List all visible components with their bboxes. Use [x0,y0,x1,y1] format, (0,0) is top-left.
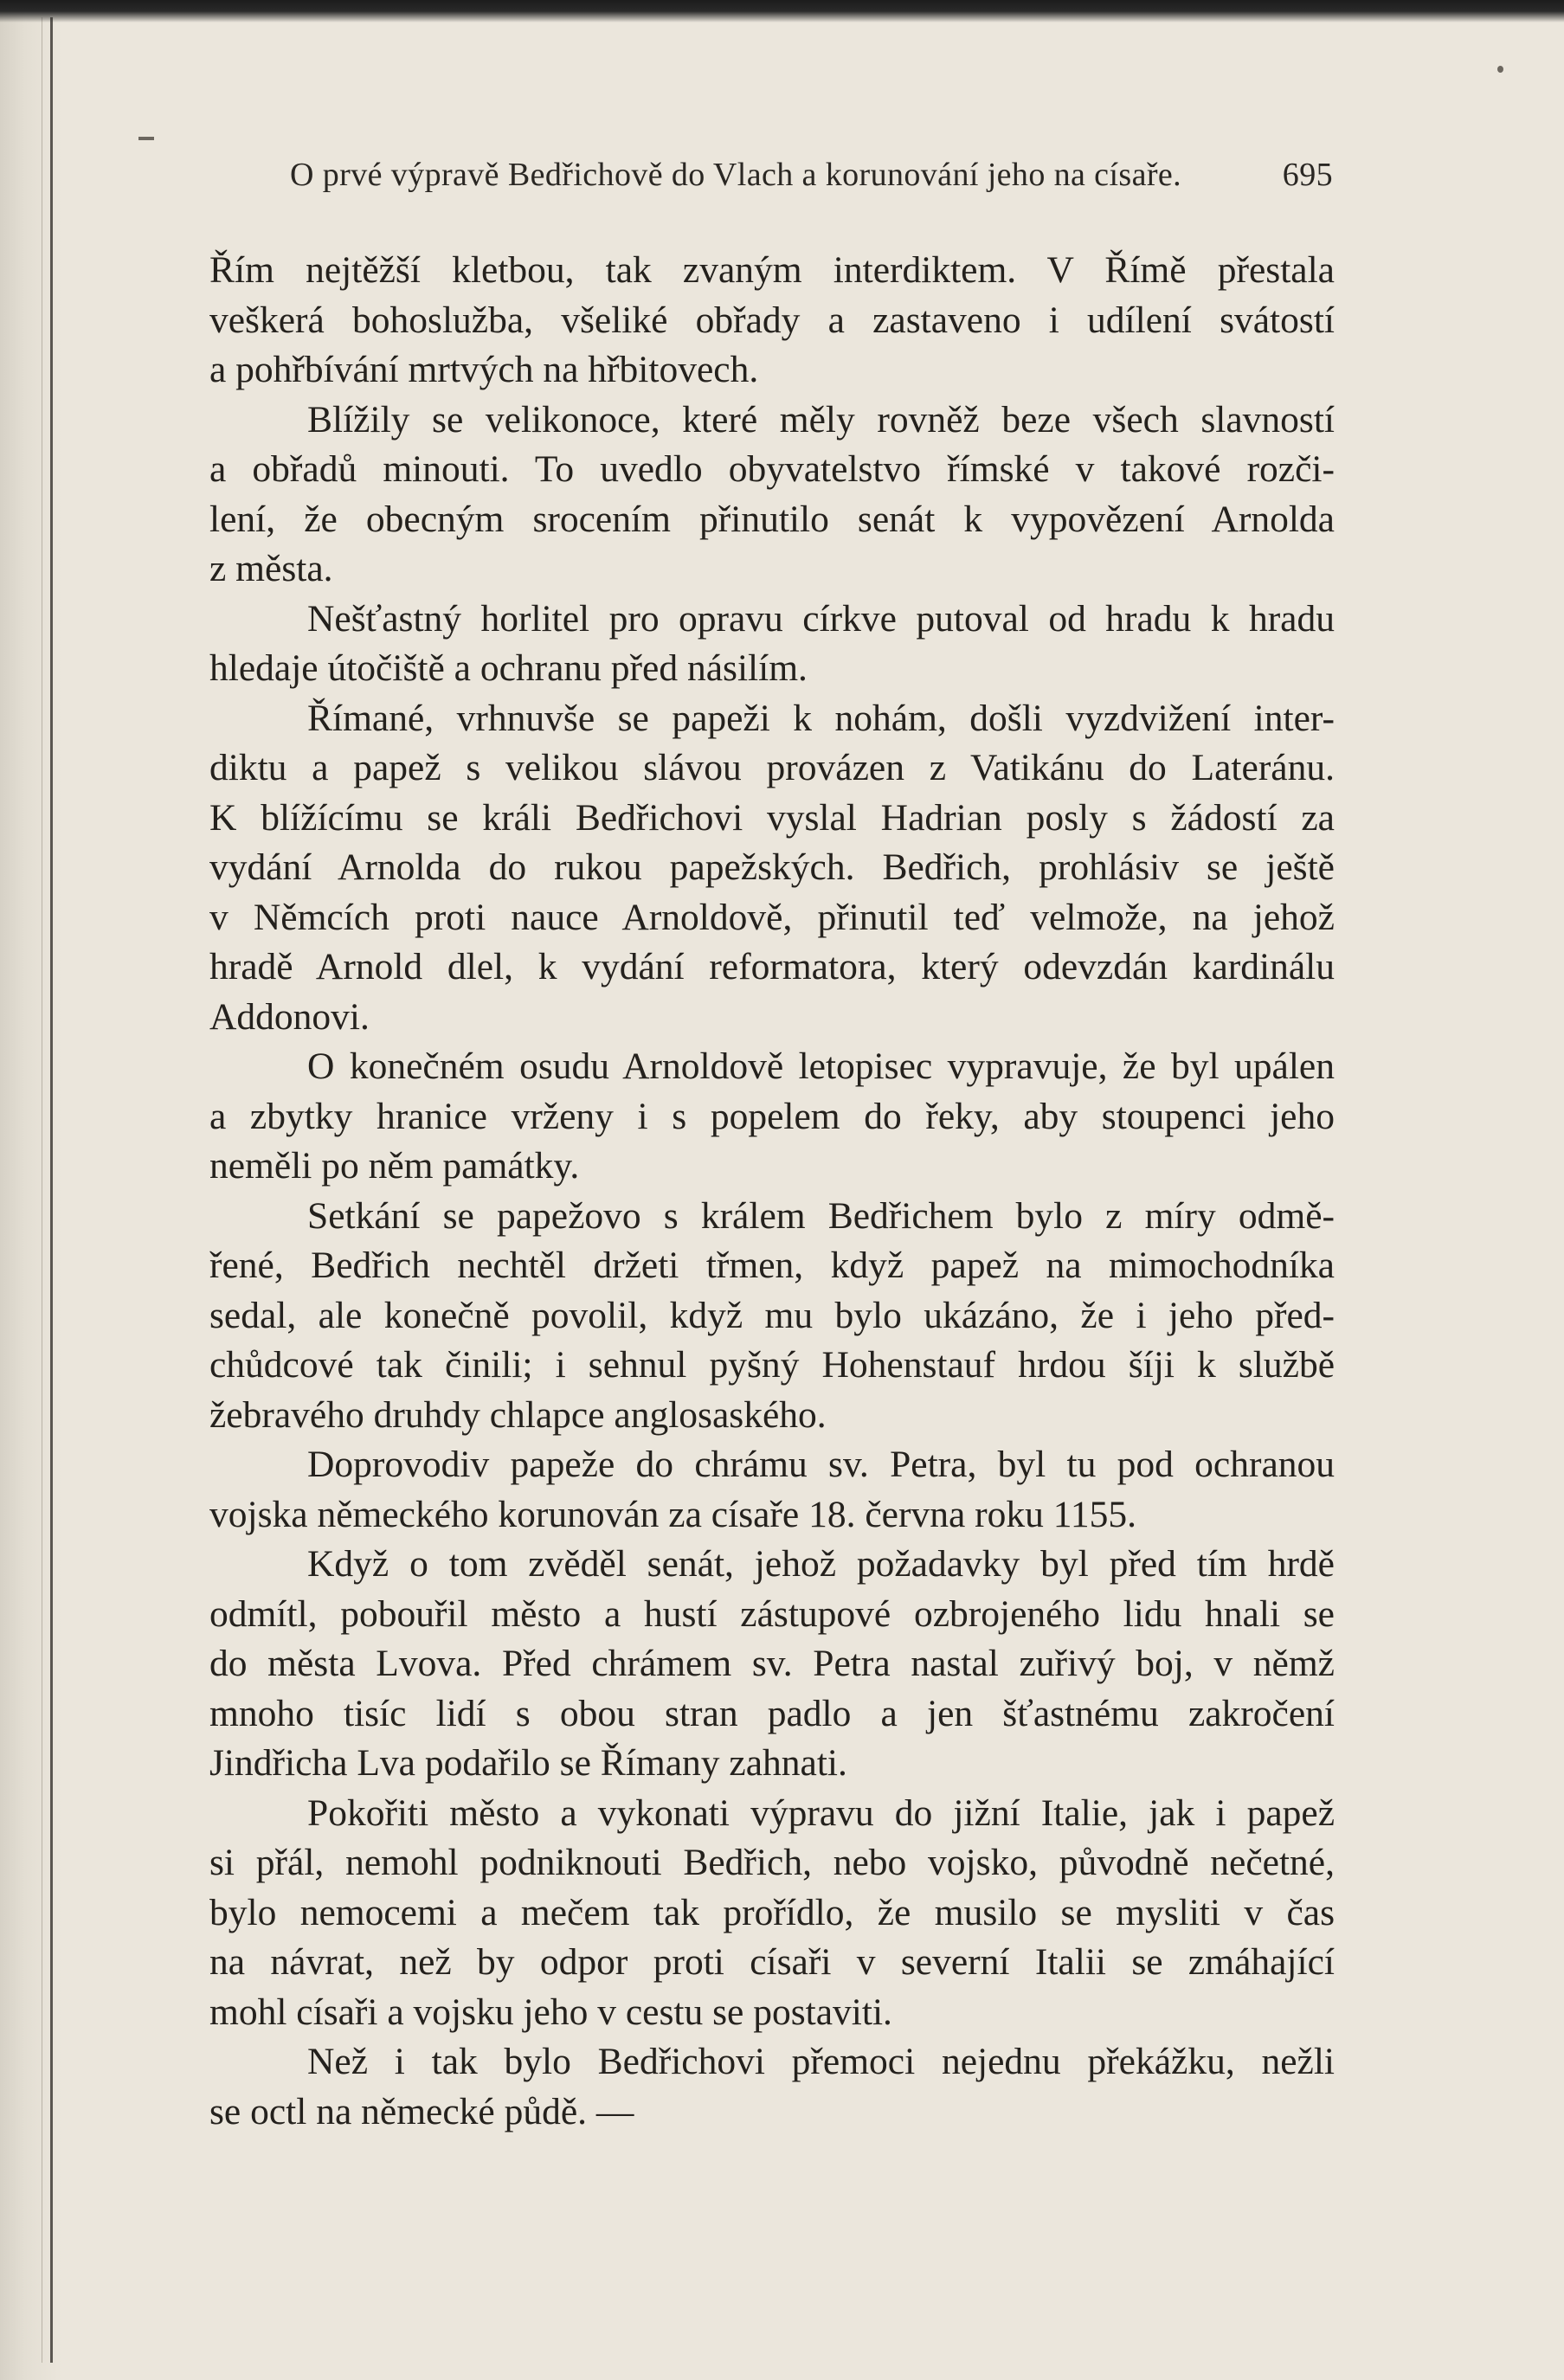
text-line: chůdcové tak činili; i sehnul pyšný Hohenstauf hrdou šíji k službě [209,1344,1335,1386]
running-header [290,156,1333,199]
text-line: Setkání se papežovo s králem Bedřichem bylo z míry odmě- [307,1194,1335,1237]
text-line: neměli po něm památky. [209,1145,580,1187]
paragraph [209,396,1335,595]
text-line: si přál, nemohl podniknouti Bedřich, nebo vojsko, původně nečetné, [209,1842,1335,1883]
text-line: řené, Bedřich nechtěl držeti třmen, když papež na mimochodníka [209,1245,1335,1286]
text-line: sedal, ale konečně povolil, když mu bylo ukázáno, že i jeho před- [209,1294,1335,1336]
scan-top-shadow [0,0,1564,23]
text-line: vojska německého korunován za císaře 18. června roku 1155. [209,1493,1136,1535]
text-line: Jindřicha Lva podařilo se Římany zahnati. [209,1742,847,1784]
text-line: lení, že obecným srocením přinutilo senát k vypovězení Arnolda [209,498,1335,540]
text-line: žebravého druhdy chlapce anglosaského. [209,1393,827,1436]
text-line: Blížily se velikonoce, které měly rovněž beze všech slavností [307,398,1335,441]
paragraph [209,1192,1335,1441]
paragraph [209,595,1335,694]
text-line: vydání Arnolda do rukou papežských. Bedřich, prohlásiv se ještě [209,846,1335,888]
text-line: Když o tom zvěděl senát, jehož požadavky byl před tím hrdě [307,1543,1335,1585]
text-line: z města. [209,548,333,589]
page-number: 695 [1282,157,1333,193]
text-line: veškerá bohoslužba, všeliké obřady a zastaveno i udílení svátostí [209,299,1335,341]
text-line: a obřadů minouti. To uvedlo obyvatelstvo římské v takové rozči- [209,448,1335,490]
text-line: odmítl, pobouřil město a hustí zástupové ozbrojeného lidu hnali se [209,1592,1335,1635]
text-line: Římané, vrhnuvše se papeži k nohám, došli vyzdvižení inter- [307,697,1335,739]
text-line: hledaje útočiště a ochranu před násilím. [209,647,808,689]
text-line: hradě Arnold dlel, k vydání reformatora, který odevzdán kardinálu [209,946,1335,987]
text-line: diktu a papež s velikou slávou provázen z Vatikánu do Lateránu. [209,747,1335,788]
text-line: na návrat, než by odpor proti císaři v severní Italii se zmáhající [209,1941,1335,1983]
margin-mark [138,137,154,140]
text-line: se octl na německé půdě. — [209,2090,634,2132]
text-line: Doprovodiv papeže do chrámu sv. Petra, byl tu pod ochranou [307,1444,1335,1485]
margin-dot [1497,66,1503,73]
text-line: a pohřbívání mrtvých na hřbitovech. [209,349,759,390]
text-line: mohl císaři a vojsku jeho v cestu se postaviti. [209,1991,892,2033]
paragraph [209,1042,1335,1192]
paragraph [209,1540,1335,1789]
paragraph [209,694,1335,1043]
text-line: mnoho tisíc lidí s obou stran padlo a jen šťastnému zakročení [209,1692,1335,1734]
text-line: Nešťastný horlitel pro opravu církve putoval od hradu k hradu [307,597,1335,640]
text-line: bylo nemocemi a mečem tak prořídlo, že musilo se mysliti v čas [209,1891,1335,1933]
text-line: Než i tak bylo Bedřichovi přemoci nejednu překážku, nežli [307,2041,1335,2082]
paragraph [209,1440,1335,1540]
page-gutter [0,0,62,2380]
text-line: Pokořiti město a vykonati výpravu do jižní Italie, jak i papež [307,1791,1335,1834]
gutter-binding-edge [50,17,53,2363]
text-line: a zbytky hranice vrženy i s popelem do řeky, aby stoupenci jeho [209,1095,1335,1137]
paragraph [209,246,1335,396]
text-line: Řím nejtěžší kletbou, tak zvaným interdiktem. V Římě přestala [209,249,1335,291]
text-line: O konečném osudu Arnoldově letopisec vypravuje, že byl upálen [307,1045,1335,1087]
running-header-title: O prvé výpravě Bedřichově do Vlach a korunování jeho na císaře. [290,157,1182,193]
text-line: Addonovi. [209,995,370,1038]
text-line: v Němcích proti nauce Arnoldově, přinutil teď velmože, na jehož [209,896,1335,938]
text-line: K blížícímu se králi Bedřichovi vyslal Hadrian posly s žádostí za [209,796,1335,839]
paragraph [209,2037,1335,2137]
text-line: do města Lvova. Před chrámem sv. Petra nastal zuřivý boj, v němž [209,1643,1335,1684]
paragraph [209,1789,1335,2038]
body-text [209,246,1335,2137]
